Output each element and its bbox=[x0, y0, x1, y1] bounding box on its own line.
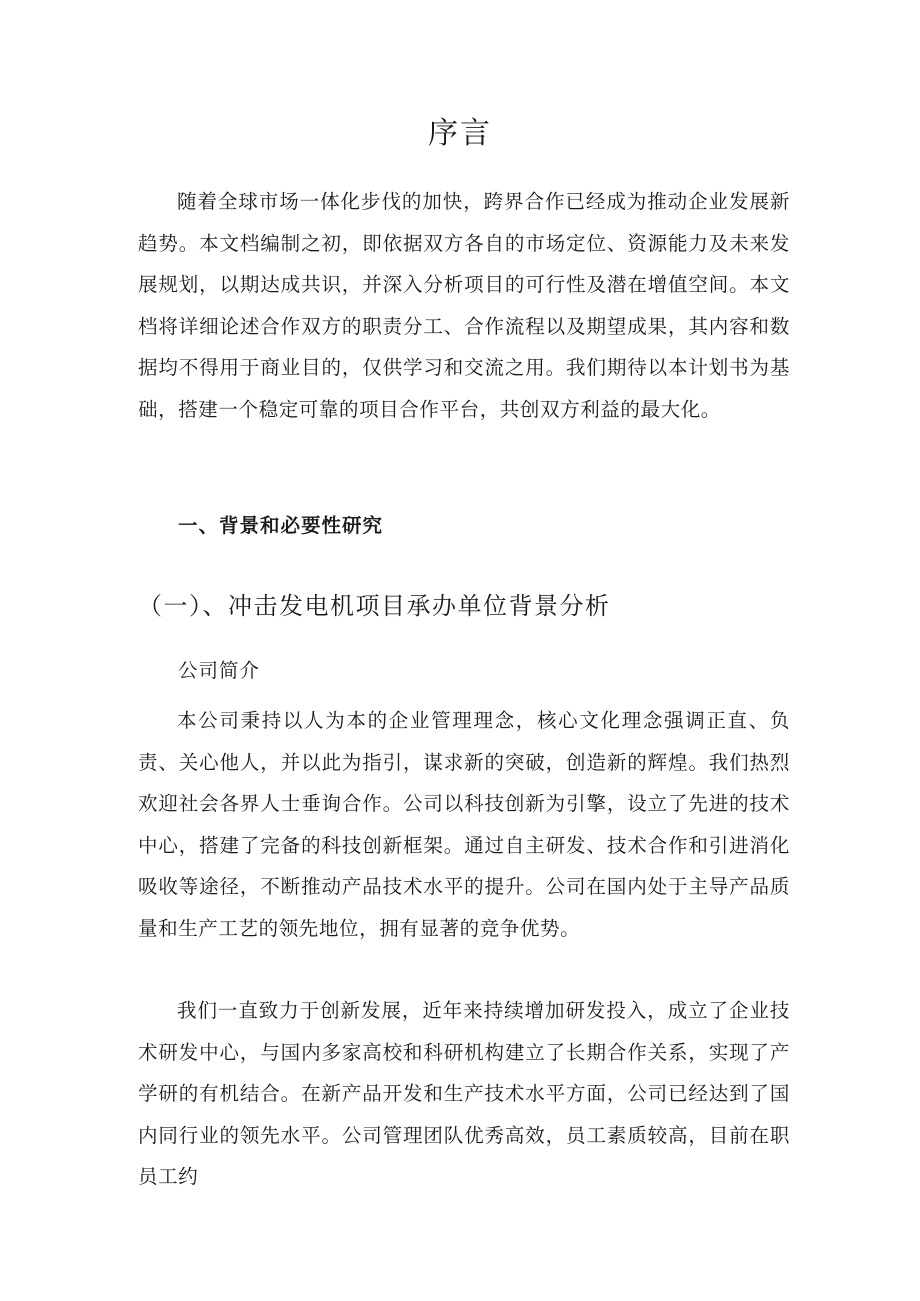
section-heading: 一、背景和必要性研究 bbox=[178, 514, 384, 537]
subsection-heading: （一）、冲击发电机项目承办单位背景分析 bbox=[138, 592, 611, 620]
body-paragraph-innovation: 我们一直致力于创新发展，近年来持续增加研发投入，成立了企业技术研发中心，与国内多家高校和科研机构建立了长期合作关系，实现了产学研的有机结合。在新产品开发和生产技术水平方面，公司已经达到了国内同行业的领先水平。公司管理团队优秀高效，员工素质较高，目前在职员工约 bbox=[138, 999, 790, 1188]
body-paragraph-company-intro: 本公司秉持以人为本的企业管理理念，核心文化理念强调正直、负责、关心他人，并以此为指引，谋求新的突破，创造新的辉煌。我们热烈欢迎社会各界人士垂询合作。公司以科技创新为引擎，设立了先进的技术中心，搭建了完备的科技创新框架。通过自主研发、技术合作和引进消化吸收等途径，不断推动产品技术水平的提升。公司在国内处于主导产品质量和生产工艺的领先地位，拥有显著的竞争优势。 bbox=[138, 709, 790, 940]
page-title: 序言 bbox=[428, 116, 492, 151]
preface-paragraph: 随着全球市场一体化步伐的加快，跨界合作已经成为推动企业发展新趋势。本文档编制之初，即依据双方各自的市场定位、资源能力及未来发展规划，以期达成共识，并深入分析项目的可行性及潜在增值空间。本文档将详细论述合作双方的职责分工、合作流程以及期望成果，其内容和数据均不得用于商业目的，仅供学习和交流之用。我们期待以本计划书为基础，搭建一个稳定可靠的项目合作平台，共创双方利益的最大化。 bbox=[138, 190, 790, 421]
minor-heading: 公司简介 bbox=[178, 659, 261, 682]
